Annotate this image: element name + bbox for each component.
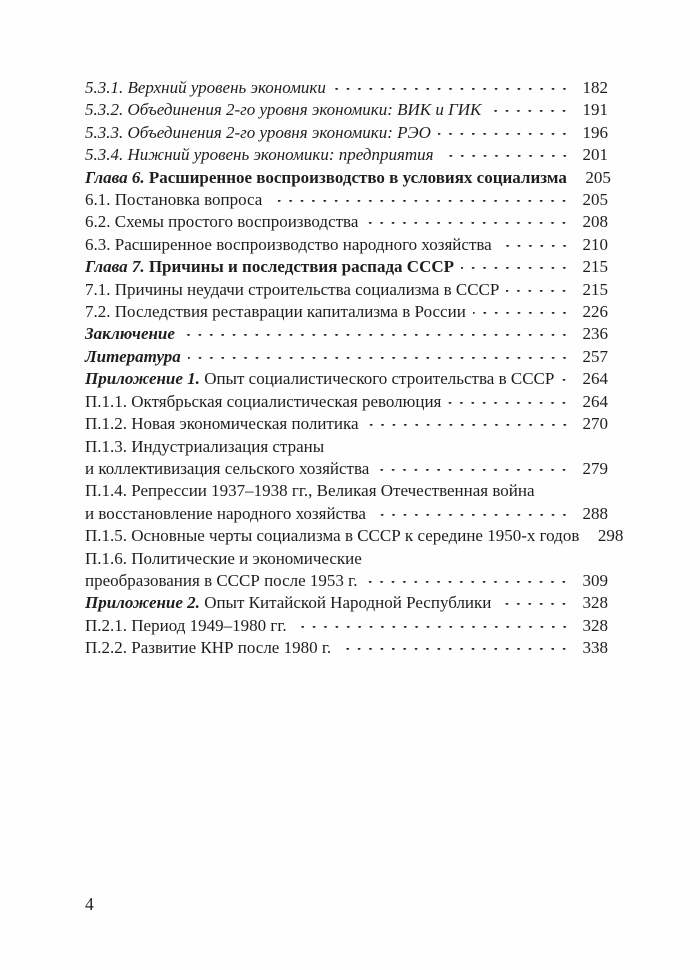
toc-entry-label: [85, 391, 441, 413]
toc-entry-page-number: 215: [582, 257, 608, 277]
toc-entry-label: [85, 413, 359, 435]
toc-entry: [85, 301, 608, 323]
toc-entry-page-number: 264: [582, 391, 608, 411]
toc-entry-page-number: 288: [582, 503, 608, 523]
toc-entry-page-number: 208: [582, 212, 608, 232]
toc-entry-text: Заключение: [85, 324, 175, 344]
toc-entry-page-number: 236: [582, 324, 608, 344]
toc-entry: [85, 279, 608, 301]
dot-leader: [182, 334, 571, 339]
toc-entry: [85, 413, 608, 435]
toc-entry-page-number: 201: [582, 145, 608, 165]
toc-entry-label: [85, 99, 481, 121]
toc-entry: [85, 592, 608, 614]
toc-entry-text: Расширенное воспроизводство в условиях социализма: [144, 167, 567, 187]
toc-entry: [85, 368, 608, 390]
toc-entry: [85, 189, 608, 211]
dot-leader: [269, 200, 571, 205]
toc-entry-label: [85, 122, 431, 144]
toc-entry-label: [85, 637, 331, 659]
dot-leader: [542, 491, 571, 496]
toc-entry: [85, 525, 624, 547]
toc-entry-text: 5.3.3. Объединения 2-го уровня экономики: РЭО: [85, 122, 431, 142]
toc-entry-text: 6.3. Расширенное воспроизводство народного хозяйства: [85, 234, 492, 254]
page-number: 4: [85, 894, 94, 914]
toc-entry-page-number: 215: [582, 279, 608, 299]
dot-leader: [376, 469, 571, 474]
toc-entry-text: преобразования в СССР после 1953 г.: [85, 570, 358, 590]
dot-leader: [331, 447, 571, 452]
toc-entry-label: [85, 570, 357, 592]
toc-entry-text: Глава 7.: [85, 257, 145, 277]
toc-entry-text: Опыт Китайской Народной Республики: [199, 593, 492, 613]
toc-entry: [85, 637, 608, 659]
toc-entry-label: [85, 436, 324, 458]
toc-entry-text: 6.1. Постановка вопроса: [85, 190, 263, 210]
toc-entry-page-number: 338: [582, 638, 608, 658]
dot-leader: [448, 402, 571, 407]
toc-entry-page-number: 270: [582, 414, 608, 434]
toc-entry-text: Приложение 1.: [85, 369, 200, 389]
toc-entry: [85, 99, 608, 121]
toc-entry-text: Литература: [85, 346, 181, 366]
toc-entry-label: [85, 458, 369, 480]
toc-entry: [85, 211, 608, 233]
toc-entry-label: [85, 144, 434, 166]
dot-leader: [366, 424, 571, 429]
toc-entry: [85, 256, 608, 278]
toc-entry-label: [85, 548, 362, 570]
dot-leader: [498, 603, 571, 608]
toc-entry-page-number: 309: [582, 570, 608, 590]
toc-entry-text: 5.3.4. Нижний уровень экономики: предприятия: [85, 145, 434, 165]
toc-entry-label: [85, 77, 326, 99]
dot-leader: [369, 559, 571, 564]
toc-entry: [85, 167, 611, 189]
toc-entry-label: [85, 301, 466, 323]
toc-entry-page-number: 264: [582, 369, 608, 389]
dot-leader: [499, 245, 571, 250]
dot-leader: [441, 155, 571, 160]
toc-entry-label: [85, 615, 287, 637]
toc-entry-label: [85, 525, 579, 547]
toc-entry-text: 7.2. Последствия реставрации капитализма в России: [85, 302, 466, 322]
toc-entry-text: П.1.2. Новая экономическая политика: [85, 414, 359, 434]
toc-entry-text: 7.1. Причины неудачи строительства социализма в СССР: [85, 279, 500, 299]
toc-entry-label: [85, 323, 175, 345]
toc-entry-label: [85, 256, 454, 278]
dot-leader: [188, 357, 571, 362]
toc-entry: [85, 234, 608, 256]
dot-leader: [338, 648, 571, 653]
toc-entry-text: 5.3.1. Верхний уровень экономики: [85, 78, 326, 97]
toc-entry-page-number: 226: [582, 302, 608, 322]
toc-entry: [85, 144, 608, 166]
toc-entry-label: [85, 189, 262, 211]
toc-entry-text: 5.3.2. Объединения 2-го уровня экономики: ВИК и ГИК: [85, 100, 482, 120]
dot-leader: [473, 312, 571, 317]
toc-entry-text: П.1.3. Индустриализация страны: [85, 436, 325, 456]
dot-leader: [488, 110, 571, 115]
toc-entry-page-number: 191: [582, 100, 608, 120]
toc-entry-text: и коллективизация сельского хозяйства: [85, 458, 370, 478]
toc-entry-page-number: 328: [582, 615, 608, 635]
toc-entry-text: Приложение 2.: [85, 593, 200, 613]
dot-leader: [461, 267, 571, 272]
toc-entry-page-number: 257: [582, 346, 608, 366]
toc-entry-page-number: 205: [582, 190, 608, 210]
toc-entry-label: [85, 234, 492, 256]
dot-leader: [364, 581, 571, 586]
dot-leader: [333, 88, 571, 93]
toc-entry: [85, 458, 608, 480]
toc-entry-text: Опыт социалистического строительства в СССР: [199, 369, 555, 389]
dot-leader: [561, 379, 571, 384]
toc-entry: [85, 615, 608, 637]
toc-entry-page-number: 298: [597, 526, 624, 546]
dot-leader: [365, 222, 571, 227]
toc-entry-text: П.1.4. Репрессии 1937–1938 гг., Великая Отечественная война: [85, 481, 535, 501]
toc-entry: [85, 548, 608, 570]
toc-entry-label: [85, 346, 181, 368]
toc-entry: [85, 480, 608, 502]
toc-entry-text: Глава 6.: [85, 167, 145, 187]
toc-entry-label: [85, 167, 567, 189]
toc-entry: [85, 503, 608, 525]
dot-leader: [373, 514, 571, 519]
toc-entry-page-number: 205: [585, 167, 611, 187]
toc-entry-text: и восстановление народного хозяйства: [85, 503, 366, 523]
toc-entry: [85, 570, 608, 592]
dot-leader: [438, 133, 571, 138]
toc-entry: [85, 436, 608, 458]
toc-entry-text: П.2.2. Развитие КНР после 1980 г.: [85, 638, 332, 658]
toc-entry-page-number: 210: [582, 234, 608, 254]
toc-entry-text: 6.2. Схемы простого воспроизводства: [85, 212, 359, 232]
toc-entry: [85, 77, 608, 99]
dot-leader: [506, 290, 571, 295]
toc-entry-page-number: 328: [582, 593, 608, 613]
toc-entry-text: П.1.1. Октябрьская социалистическая революция: [85, 391, 442, 411]
toc-entry-text: П.2.1. Период 1949–1980 гг.: [85, 615, 287, 635]
toc-entry: [85, 122, 608, 144]
dot-leader: [294, 626, 571, 631]
toc-entry-label: [85, 368, 554, 390]
toc-entry-label: [85, 503, 366, 525]
toc-entry-page-number: 182: [582, 78, 608, 97]
toc-entry-label: [85, 592, 491, 614]
toc-entry: [85, 346, 608, 368]
toc-entry: [85, 391, 608, 413]
toc-entry-text: П.1.5. Основные черты социализма в СССР к середине 1950-х годов: [85, 526, 580, 546]
table-of-contents: [85, 77, 624, 660]
toc-entry-label: [85, 279, 499, 301]
toc-entry: [85, 323, 608, 345]
toc-entry-text: Причины и последствия распада СССР: [144, 257, 455, 277]
toc-entry-page-number: 279: [582, 458, 608, 478]
toc-entry-text: П.1.6. Политические и экономические: [85, 548, 362, 568]
toc-entry-label: [85, 480, 535, 502]
toc-entry-label: [85, 211, 358, 233]
toc-entry-page-number: 196: [582, 122, 608, 142]
